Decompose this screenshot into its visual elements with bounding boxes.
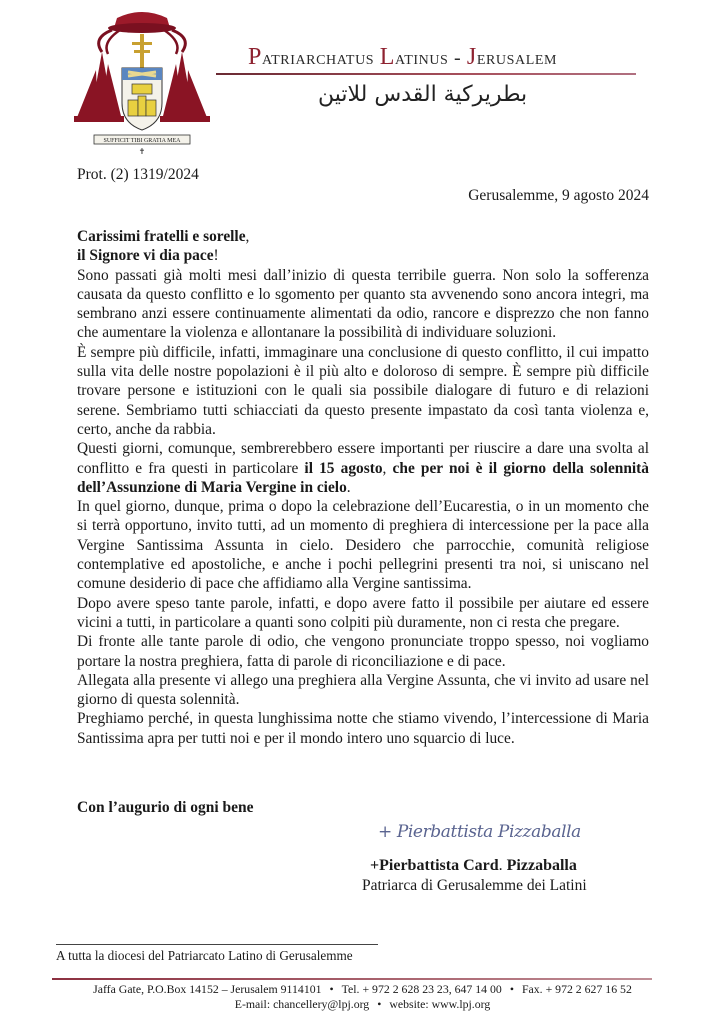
paragraph-3-bold-feast: che per noi è il giorno della solennità dell’Assunzione di Maria Vergine in cielo [77, 459, 649, 496]
paragraph-3-bold-date: il 15 agosto [304, 459, 383, 477]
paragraph-3-comma: , [382, 459, 393, 477]
footer-address: Jaffa Gate, P.O.Box 14152 – Jerusalem 9114101 [93, 982, 322, 996]
title-word-patriarchatus: atriarchatus [261, 47, 380, 69]
closing-line: Con l’augurio di ogni bene [77, 799, 254, 816]
salutation-line-2 [77, 246, 649, 265]
signatory-name-dot: . [498, 857, 503, 874]
title-word-jerusalem: erusalem [476, 47, 558, 69]
place-and-date: Gerusalemme, 9 agosto 2024 [468, 187, 649, 204]
title-word-latinus: atinus - [395, 47, 467, 69]
title-initial-j: J [466, 44, 477, 70]
footer-website-link[interactable]: website: www.lpj.org [389, 997, 491, 1011]
salutation-text-1: Carissimi fratelli e sorelle [77, 228, 246, 245]
salutation-line-1 [77, 227, 649, 246]
letter-body [77, 227, 649, 748]
recipients-note: A tutta la diocesi del Patriarcato Latino di Gerusalemme [56, 948, 353, 963]
organization-title [248, 44, 557, 71]
paragraph-4: In quel giorno, dunque, prima o dopo la celebrazione dell’Eucarestia, o in un momento che si terrà opportuno, invito tutti, ad un momento di preghiera di intercessione per la pace alla Vergine Santissima Assunta in cielo. Desidero che parrocchie, comunità religiose contemplative ed apostoliche, e anche i pochi pellegrini presenti tra noi, si uniscano nel comune desiderio di pace che affidiamo alla Vergine santissima. [77, 498, 649, 593]
title-initial-l: L [379, 44, 396, 70]
signatory-name-last: Pizzaballa [502, 857, 577, 874]
organization-title-arabic: بطريركية القدس للاتين [318, 82, 528, 107]
paragraph-3 [77, 439, 649, 497]
footer-phone: Tel. + 972 2 628 23 23, 647 14 00 [341, 982, 502, 996]
recipients-divider [56, 944, 378, 945]
title-initial-p: P [248, 44, 262, 70]
paragraph-5: Dopo avere speso tante parole, infatti, e dopo avere fatto il possibile per aiutare ed essere vicini a tutti, in particolare a quanti sono colpiti più duramente, non ci resta che pregare. [77, 594, 649, 631]
footer-divider [52, 978, 652, 980]
bullet-separator: • [377, 997, 382, 1011]
paragraph-8: Preghiamo perché, in questa lunghissima notte che stiamo vivendo, l’intercessione di Maria Santissima apra per tutti noi e per il mondo intero uno squarcio di luce. [77, 710, 649, 747]
signatory-name-first: +Pierbattista Card [370, 857, 499, 874]
paragraph-3-period: . [346, 478, 351, 496]
signatory-title: Patriarca di Gerusalemme dei Latini [362, 877, 587, 894]
paragraph-6: Di fronte alle tante parole di odio, che vengono pronunciate troppo spesso, noi vogliamo portare la nostra preghiera, fatta di parole di riconciliazione e di pace. [77, 633, 649, 670]
footer-email-link[interactable]: E-mail: chancellery@lpj.org [234, 997, 370, 1011]
paragraph-1: Sono passati già molti mesi dall’inizio di questa terribile guerra. Non solo la sofferenza causata da questo conflitto e lo sgomento per quanto sta avvenendo sono ancora integri, ma sembrano anzi essere continuamente alimentati da odio, rancore e disprezzo che non fanno che aumentare la violenza e allontanare la possibilità di individuare soluzioni. [77, 266, 649, 342]
salutation-punct-1: , [245, 228, 250, 245]
paragraph-7: Allegata alla presente vi allego una preghiera alla Vergine Assunta, che vi invito ad usare nel giorno di questa solennità. [77, 671, 649, 709]
bullet-separator: • [329, 982, 334, 996]
svg-text:SUFFICIT TIBI GRATIA MEA: SUFFICIT TIBI GRATIA MEA [103, 138, 181, 144]
salutation-text-2: il Signore vi dia pace [77, 247, 214, 265]
footer-contact-line [0, 982, 725, 997]
footer-web-line [0, 997, 725, 1012]
handwritten-signature: + Pierbattista Pizzaballa [378, 822, 581, 842]
footer-fax: Fax. + 972 2 627 16 52 [521, 982, 632, 996]
svg-text:✝: ✝ [138, 147, 146, 156]
salutation-punct-2: ! [213, 247, 219, 265]
coat-of-arms-icon [72, 8, 212, 158]
header-divider [216, 73, 636, 75]
bullet-separator: • [509, 982, 514, 996]
paragraph-2: È sempre più difficile, infatti, immaginare una conclusione di questo conflitto, il cui impatto sulla vita delle nostre popolazioni è il più alto e doloroso di sempre. È sempre più difficile trovare persone e istituzioni con le quali sia possibile dialogare di futuro e di relazioni serene. Sembriamo tutti schiacciati da questo presente impastato da così tanta violenza e, certo, anche da rabbia. [77, 343, 649, 438]
protocol-number: Prot. (2) 1319/2024 [77, 166, 199, 183]
signatory-name [370, 857, 577, 875]
paragraph-3-text: Questi giorni, comunque, sembrerebbero essere importanti per riuscire a dare una svolta al conflitto e fra questi in particolare [77, 440, 649, 477]
